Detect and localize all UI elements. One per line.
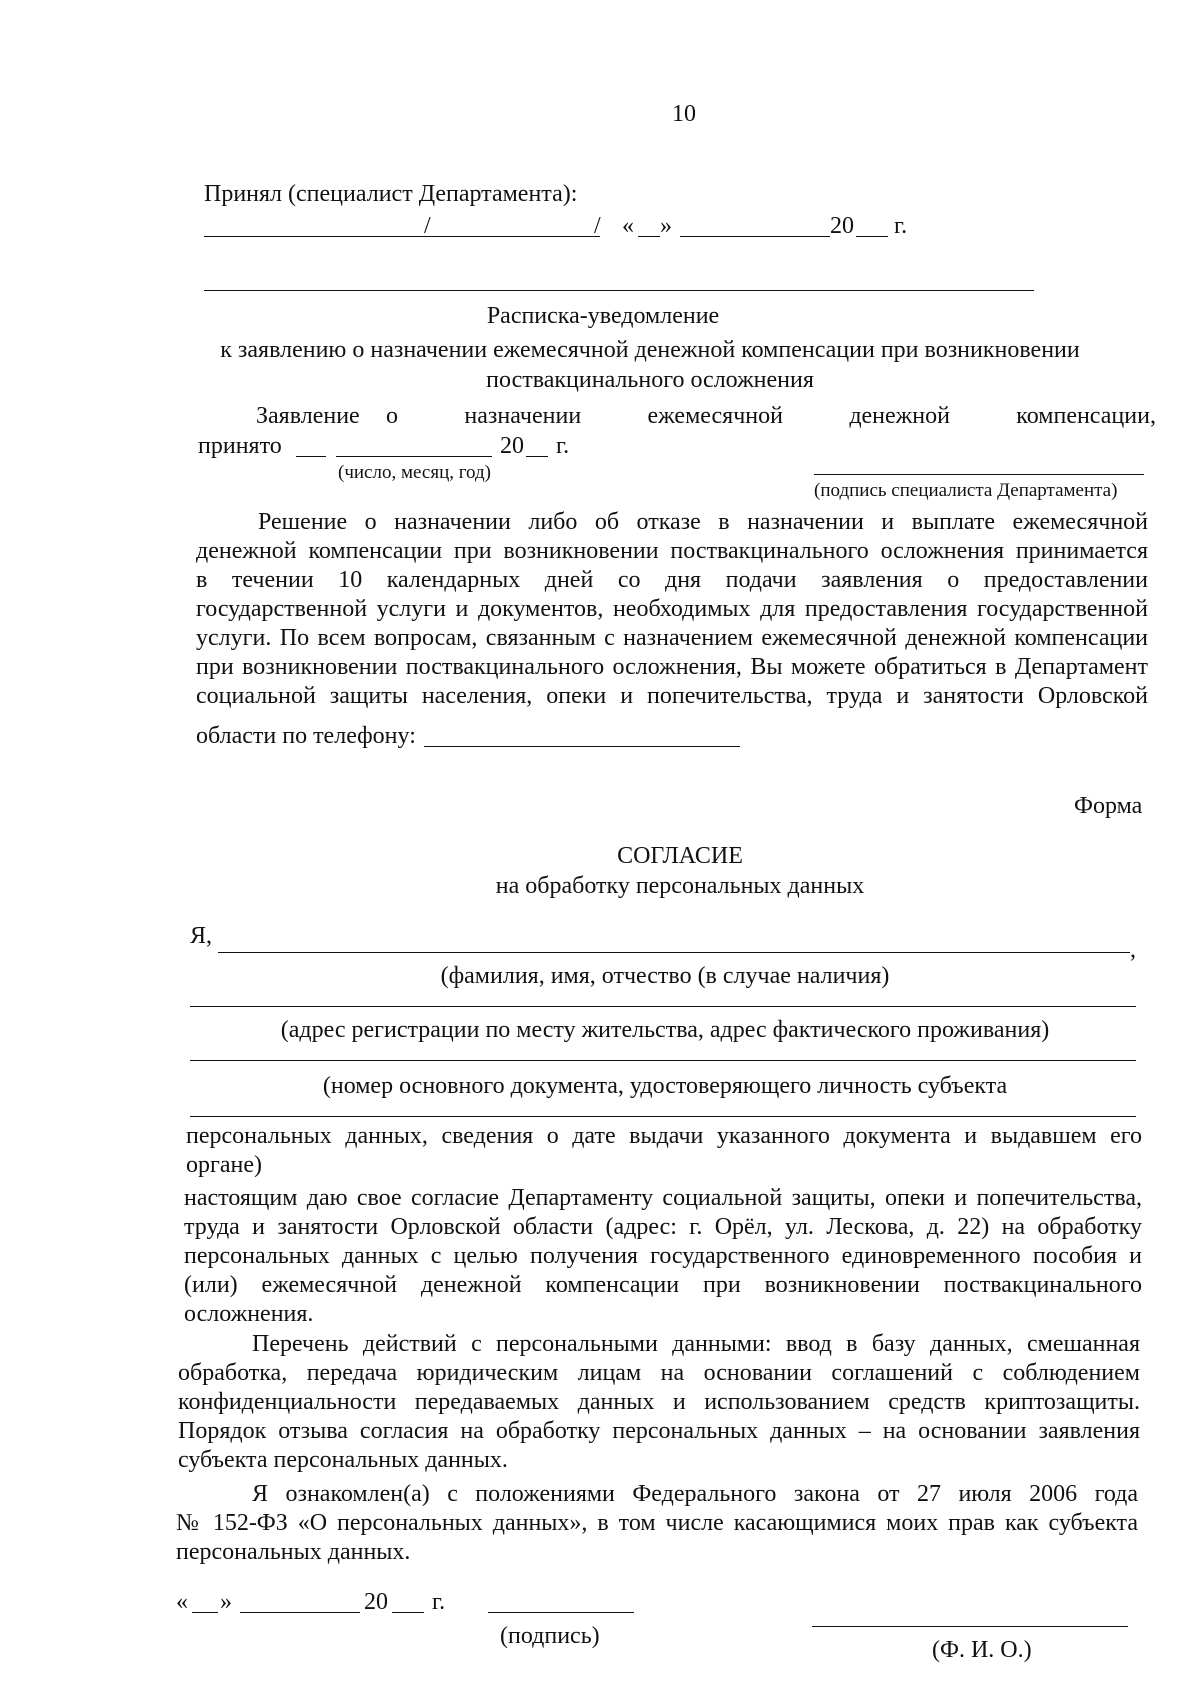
law-paragraph xyxy=(176,1480,1138,1567)
receipt-title-text: Расписка-уведомление xyxy=(486,303,720,329)
consent-subtitle: на обработку персональных данных xyxy=(495,873,865,899)
specialist-signature-line xyxy=(814,474,1144,475)
decision-line: услуги. По всем вопросам, связанным с назначением ежемесячной денежной компенсации xyxy=(196,625,1148,651)
caption-footer-fio: (Ф. И. О.) xyxy=(932,1637,1032,1663)
acceptance-label: Принял (специалист Департамента): xyxy=(204,181,578,207)
acceptance-quote-close: » xyxy=(660,213,672,239)
accepted-month-line xyxy=(336,456,492,457)
caption-document: (номер основного документа, удостоверяющего личность субъекта xyxy=(322,1073,1008,1099)
law-line: № 152-ФЗ «О персональных данных», в том числе касающимися моих прав как субъекта xyxy=(176,1510,1138,1536)
acceptance-year-suffix: г. xyxy=(894,213,908,239)
i-label: Я, xyxy=(190,923,213,949)
statement-word-1: Заявление xyxy=(256,403,360,429)
decision-line: социальной защиты населения, опеки и попечительства, труда и занятости Орловской xyxy=(196,683,1148,709)
actions-line: обработка, передача юридическим лицам на основании соглашений с соблюдением xyxy=(178,1360,1140,1386)
decision-line: денежной компенсации при возникновении поствакцинального осложнения принимается xyxy=(196,538,1148,564)
caption-fio: (фамилия, имя, отчество (в случае наличия) xyxy=(440,963,890,989)
actions-line: Порядок отзыва согласия на обработку персональных данных – на основании заявления xyxy=(178,1418,1140,1444)
decision-line: в течении 10 календарных дней со дня подачи заявления о предоставлении xyxy=(196,567,1148,593)
agree-paragraph xyxy=(184,1184,1142,1329)
accepted-year-line xyxy=(526,456,548,457)
footer-day-line xyxy=(192,1612,218,1613)
acceptance-signature-line xyxy=(204,236,600,237)
footer-quote-open: « xyxy=(176,1589,188,1615)
decision-line: при возникновении поствакцинального осложнения, Вы можете обратиться в Департамент xyxy=(196,654,1148,680)
accepted-label: принято xyxy=(198,433,282,459)
phone-line xyxy=(424,746,740,747)
document-caption-continuation xyxy=(186,1122,1142,1180)
decision-line: Решение о назначении либо об отказе в назначении и выплате ежемесячной xyxy=(258,509,1148,535)
acceptance-year-prefix: 20 xyxy=(830,213,854,239)
actions-line: Перечень действий с персональными данными: ввод в базу данных, смешанная xyxy=(252,1331,1140,1357)
decision-line: государственной услуги и документов, необходимых для предоставления государственной xyxy=(196,596,1148,622)
address-line xyxy=(190,1006,1136,1007)
acceptance-quote-open: « xyxy=(622,213,634,239)
acceptance-month-line xyxy=(680,236,830,237)
receipt-subtitle-2: поствакцинального осложнения xyxy=(486,367,814,393)
phone-label: области по телефону: xyxy=(196,723,416,749)
consent-title: СОГЛАСИЕ xyxy=(617,843,743,869)
footer-fio-line xyxy=(812,1626,1128,1627)
statement-word-3: назначении xyxy=(464,403,582,429)
acceptance-day-line xyxy=(638,236,660,237)
document-caption-line: персональных данных, сведения о дате выдачи указанного документа и выдавшем его xyxy=(186,1123,1142,1149)
agree-line: персональных данных с целью получения государственного единовременного пособия и xyxy=(184,1243,1142,1269)
page-number: 10 xyxy=(672,101,696,127)
form-label: Форма xyxy=(1074,793,1143,819)
cut-line xyxy=(204,290,1034,291)
caption-date: (число, месяц, год) xyxy=(338,462,492,483)
document-line-2 xyxy=(190,1116,1136,1117)
caption-signature: (подпись) xyxy=(500,1623,600,1649)
decision-paragraph xyxy=(196,508,1148,711)
caption-address: (адрес регистрации по месту жительства, адрес фактического проживания) xyxy=(280,1017,1050,1043)
actions-paragraph xyxy=(178,1330,1140,1475)
actions-line: субъекта персональных данных. xyxy=(178,1447,508,1473)
footer-year-line xyxy=(392,1612,424,1613)
law-line: персональных данных. xyxy=(176,1539,411,1565)
law-line: Я ознакомлен(а) с положениями Федерального закона от 27 июля 2006 года xyxy=(252,1481,1138,1507)
statement-word-6: компенсации, xyxy=(1016,403,1156,429)
footer-year-suffix: г. xyxy=(432,1589,446,1615)
receipt-subtitle-1: к заявлению о назначении ежемесячной денежной компенсации при возникновении xyxy=(220,337,1080,363)
statement-line xyxy=(256,402,1156,430)
agree-line: осложнения. xyxy=(184,1301,314,1327)
receipt-title xyxy=(0,302,1200,330)
acceptance-slash-1: / xyxy=(424,213,431,239)
agree-line: настоящим даю свое согласие Департаменту социальной защиты, опеки и попечительства, xyxy=(184,1185,1142,1211)
actions-line: конфиденциальности передаваемых данных и использованием средств криптозащиты. xyxy=(178,1389,1140,1415)
accepted-day-line xyxy=(296,456,326,457)
accepted-year-prefix: 20 xyxy=(500,433,524,459)
document-caption-line: органе) xyxy=(186,1152,262,1178)
agree-line: труда и занятости Орловской области (адрес: г. Орёл, ул. Лескова, д. 22) на обработку xyxy=(184,1214,1142,1240)
footer-month-line xyxy=(240,1612,360,1613)
document-line xyxy=(190,1060,1136,1061)
acceptance-year-line xyxy=(856,236,888,237)
acceptance-slash-2: / xyxy=(594,213,601,239)
agree-line: (или) ежемесячной денежной компенсации при возникновении поствакцинального xyxy=(184,1272,1142,1298)
footer-quote-close: » xyxy=(220,1589,232,1615)
statement-word-4: ежемесячной xyxy=(647,403,783,429)
footer-signature-line xyxy=(488,1612,634,1613)
footer-year-prefix: 20 xyxy=(364,1589,388,1615)
caption-specialist-signature: (подпись специалиста Департамента) xyxy=(814,480,1118,501)
accepted-year-suffix: г. xyxy=(556,433,570,459)
fio-comma: , xyxy=(1130,937,1136,963)
fio-line xyxy=(218,952,1130,953)
statement-word-2: о xyxy=(386,403,399,429)
statement-word-5: денежной xyxy=(849,403,950,429)
